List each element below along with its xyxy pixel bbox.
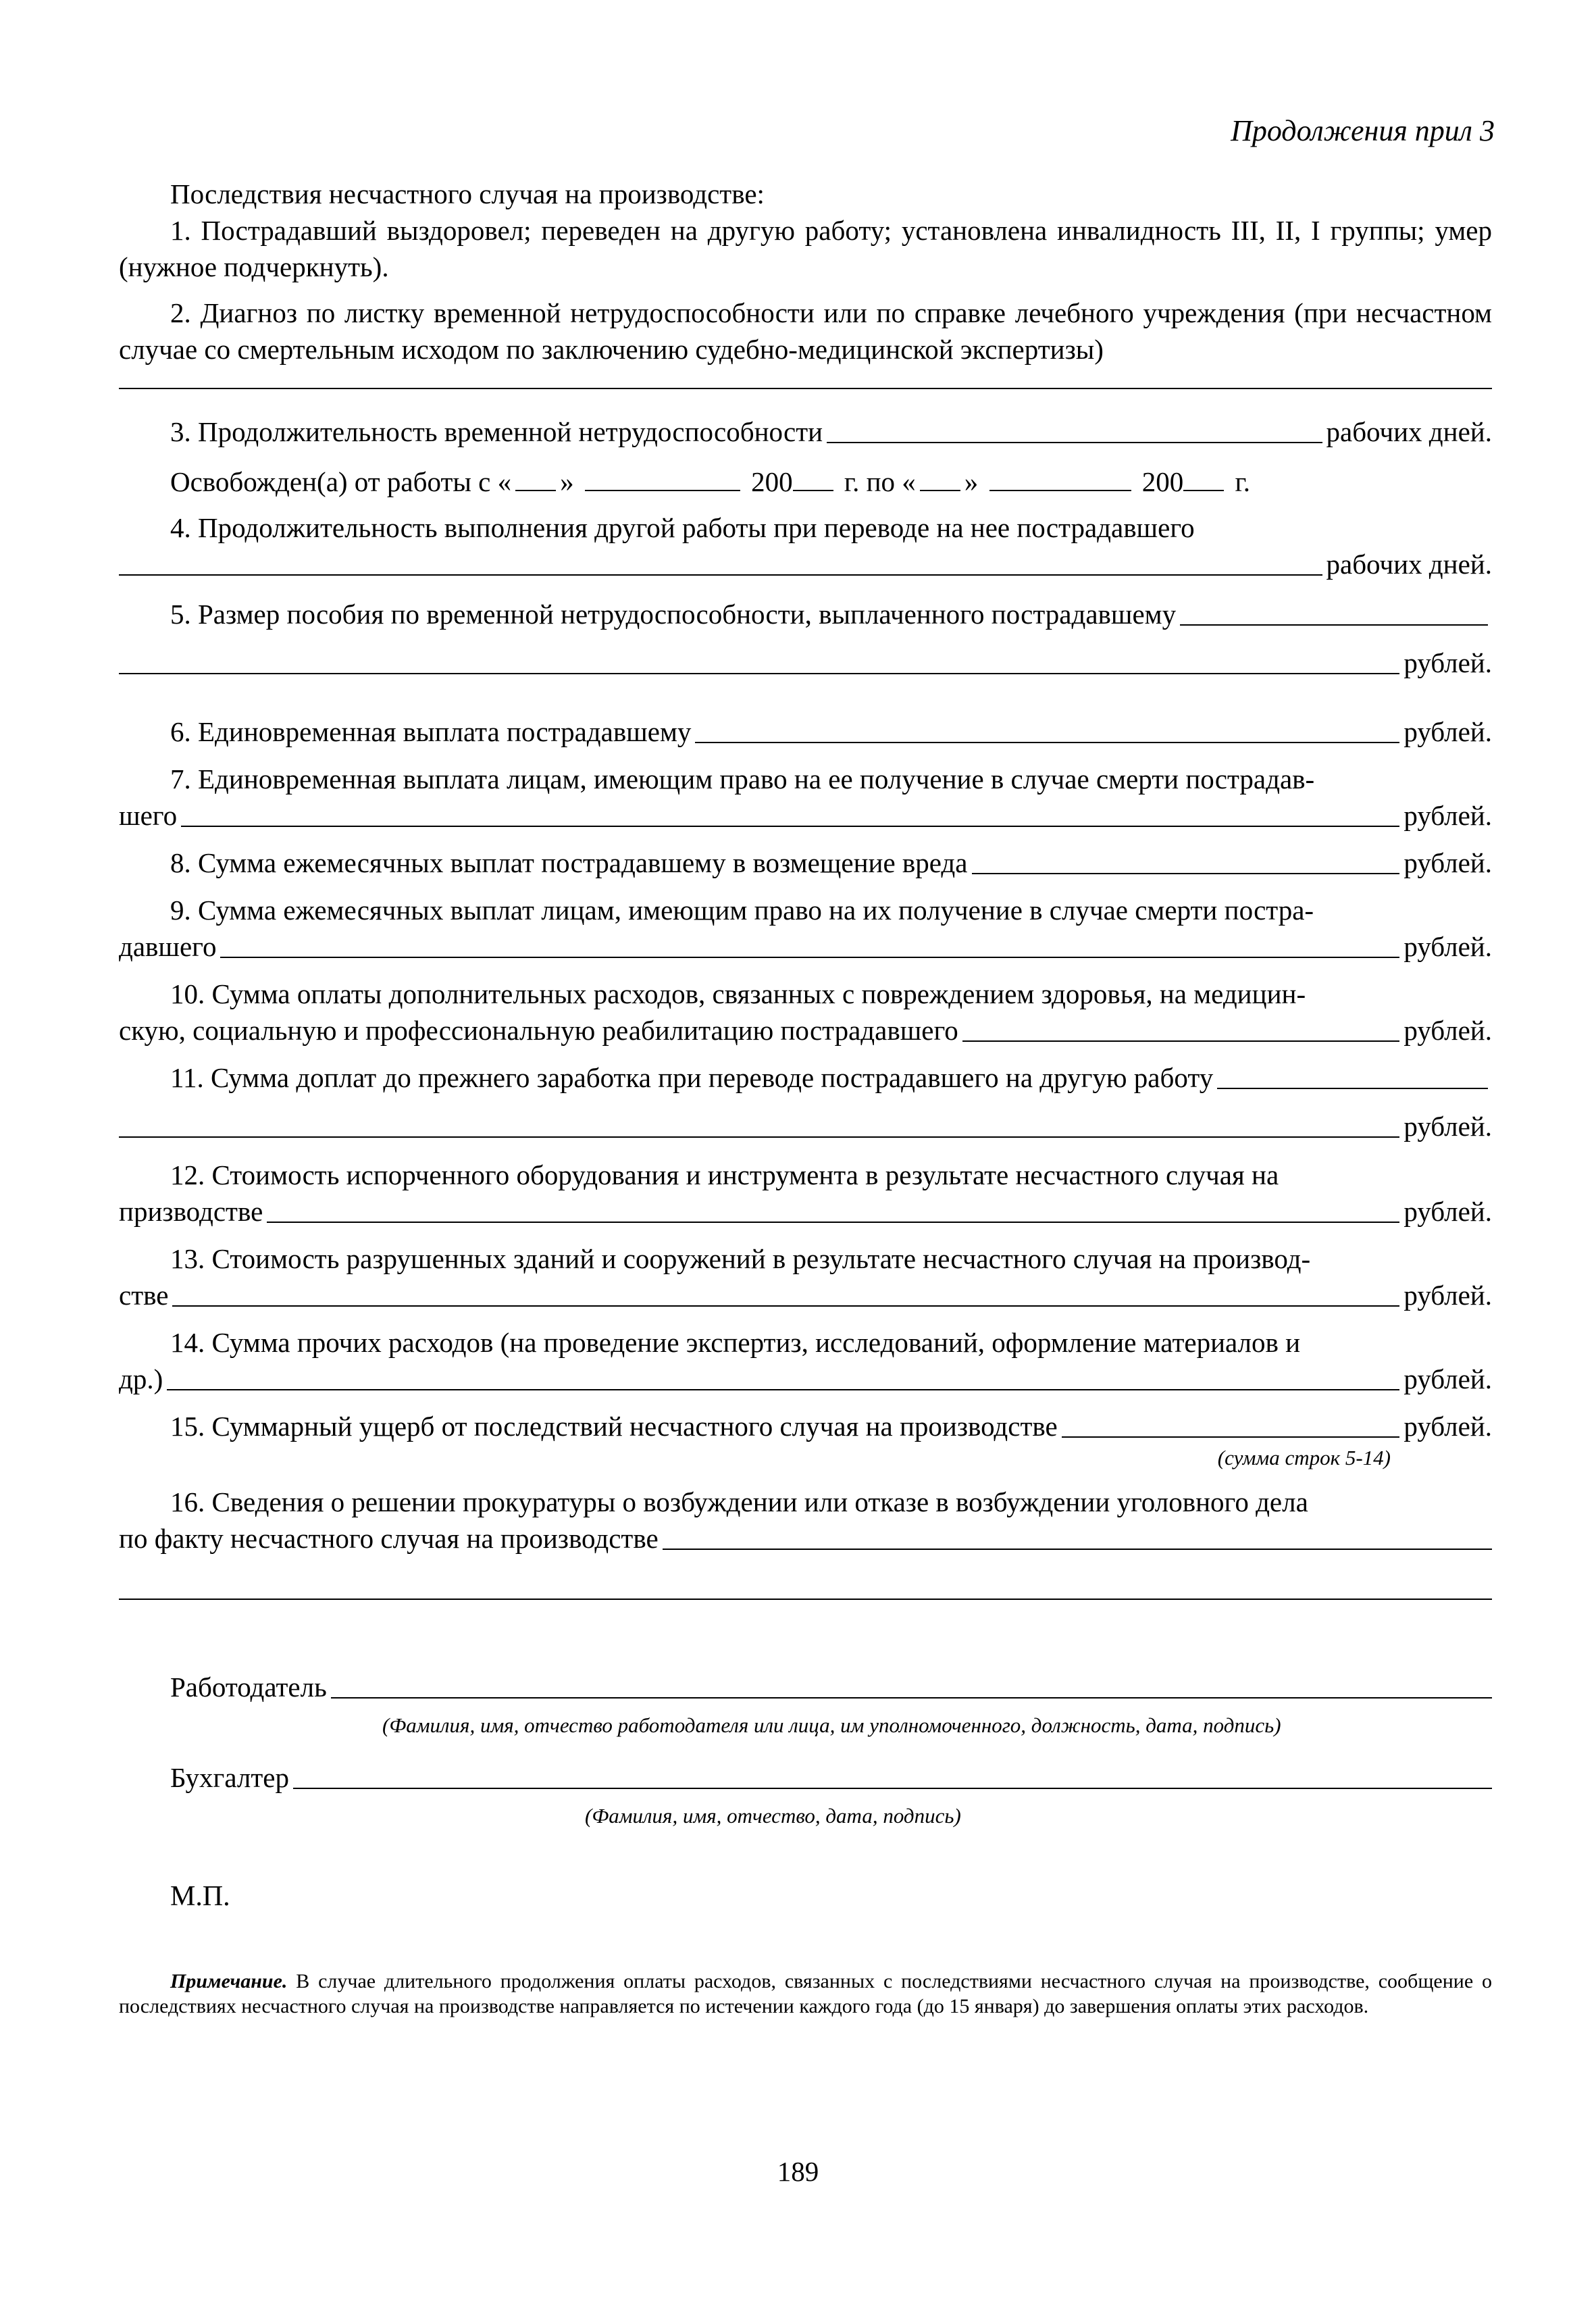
- item-14-text: 14. Сумма прочих расходов (на проведение экспертиз, исследований, оформление материалов и: [170, 1327, 1301, 1358]
- employer-caption: (Фамилия, имя, отчество работодателя или лица, им уполномоченного, должность, дата, подпись): [382, 1713, 1281, 1737]
- item-6-text: 6. Единовременная выплата пострадавшему: [170, 716, 692, 747]
- item-6-field[interactable]: [695, 742, 1399, 743]
- item-7-field[interactable]: [181, 826, 1399, 827]
- item-10-text: 10. Сумма оплаты дополнительных расходов, связанных с повреждением здоровья, на медицин-: [170, 978, 1306, 1009]
- item-5-row: [119, 645, 1492, 681]
- item-16-field-a[interactable]: [663, 1549, 1492, 1550]
- item-14-field[interactable]: [167, 1389, 1399, 1390]
- page-number: 189: [777, 2156, 819, 2187]
- item-7-row: [119, 797, 1492, 834]
- item-15-unit: рублей.: [1404, 1411, 1492, 1442]
- item-9-cont: давшего: [119, 931, 217, 962]
- note-text: В случае длительного продолжения оплаты расходов, связанных с последствиями несчастного случая на производстве, сообщение о последствиях несчастного случая на производстве направляется по истечении каждого года (до 15 января) до завершения оплаты этих расходов.: [119, 1970, 1492, 2017]
- item-10-unit: рублей.: [1404, 1015, 1492, 1046]
- released-from-year-field[interactable]: [793, 490, 833, 491]
- item-11-text: 11. Сумма доплат до прежнего заработка при переводе пострадавшего на другую работу: [170, 1062, 1214, 1093]
- item-15: [119, 1408, 1492, 1444]
- item-6-unit: рублей.: [1404, 716, 1492, 747]
- item-11-unit: рублей.: [1404, 1111, 1492, 1142]
- item-8: [119, 845, 1492, 881]
- item-10-cont: скую, социальную и профессиональную реабилитацию пострадавшего: [119, 1015, 958, 1046]
- g-po-label: г. по «: [844, 466, 916, 497]
- quote-close: »: [560, 466, 574, 497]
- accountant-label: Бухгалтер: [170, 1762, 289, 1793]
- item-5-text: 5. Размер пособия по временной нетрудоспособности, выплаченного пострадавшему: [170, 599, 1177, 630]
- item-7-cont: шего: [119, 800, 178, 831]
- item-9-text: 9. Сумма ежемесячных выплат лицам, имеющим право на их получение в случае смерти постра-: [170, 895, 1314, 926]
- released-from-day-field[interactable]: [515, 490, 556, 491]
- accountant-caption: (Фамилия, имя, отчество, дата, подпись): [585, 1804, 961, 1828]
- item-8-text: 8. Сумма ежемесячных выплат пострадавшему в возмещение вреда: [170, 847, 968, 878]
- intro-text: Последствия несчастного случая на производстве:: [170, 178, 765, 209]
- item-13-text: 13. Стоимость разрушенных зданий и сооружений в результате несчастного случая на производ-: [170, 1243, 1311, 1274]
- item-16-cont: по факту несчастного случая на производстве: [119, 1523, 659, 1554]
- item-3-unit: рабочих дней.: [1326, 416, 1492, 447]
- item-3-field[interactable]: [827, 442, 1322, 443]
- page-header: Продолжения прил 3: [1231, 114, 1495, 147]
- quote-close-2: »: [964, 466, 979, 497]
- item-1: 1. Пострадавший выздоровел; переведен на другую работу; установлена инвалидность III, II, I группы; умер (нужное подчеркнуть).: [119, 215, 1492, 282]
- item-4-unit: рабочих дней.: [1326, 549, 1492, 580]
- item-8-field[interactable]: [972, 873, 1400, 874]
- item-15-text: 15. Суммарный ущерб от последствий несчастного случая на производстве: [170, 1411, 1058, 1442]
- item-11-field-b[interactable]: [119, 1136, 1399, 1138]
- item-6: [119, 713, 1492, 750]
- item-14-cont: др.): [119, 1363, 163, 1394]
- employer-label: Работодатель: [170, 1671, 327, 1703]
- item-9-unit: рублей.: [1404, 931, 1492, 962]
- note-paragraph: [119, 1969, 1492, 2019]
- item-2: 2. Диагноз по листку временной нетрудоспособности или по справке лечебного учреждения (при несчастном случае со смертельным исходом по заключению судебно-медицинской экспертизы): [119, 297, 1492, 365]
- item-16-field-b[interactable]: [119, 1599, 1492, 1600]
- employer-row: [119, 1669, 1492, 1705]
- item-15-field[interactable]: [1062, 1436, 1400, 1438]
- item-16-text: 16. Сведения о решении прокуратуры о возбуждении или отказе в возбуждении уголовного дела: [170, 1486, 1308, 1517]
- item-13-field[interactable]: [172, 1305, 1399, 1307]
- item-12-text: 12. Стоимость испорченного оборудования и инструмента в результате несчастного случая на: [170, 1159, 1279, 1190]
- item-10-field[interactable]: [962, 1040, 1400, 1042]
- item-14-unit: рублей.: [1404, 1363, 1492, 1394]
- item-9-row: [119, 928, 1492, 965]
- form-body: [119, 176, 1492, 2019]
- item-10-row: [119, 1012, 1492, 1049]
- item-5-field-a[interactable]: [1180, 624, 1488, 626]
- accountant-row: [119, 1759, 1492, 1796]
- item-3-text: 3. Продолжительность временной нетрудоспособности: [170, 416, 823, 447]
- released-to-month-field[interactable]: [989, 490, 1131, 491]
- item-13-cont: стве: [119, 1280, 169, 1311]
- released-label: Освобожден(а) от работы с «: [170, 466, 512, 497]
- item-11: [119, 1059, 1492, 1096]
- released-to-day-field[interactable]: [920, 490, 960, 491]
- item-9-field[interactable]: [220, 957, 1399, 958]
- item-14-row: [119, 1361, 1492, 1397]
- item-16-row: [119, 1520, 1492, 1557]
- released-from-month-field[interactable]: [585, 490, 740, 491]
- item-4-row: [119, 546, 1492, 582]
- item-2-blank-line[interactable]: [119, 388, 1492, 389]
- item-12-row: [119, 1193, 1492, 1230]
- item-4-field[interactable]: [119, 574, 1322, 576]
- item-12-cont: призводстве: [119, 1196, 263, 1227]
- item-12-field[interactable]: [267, 1222, 1399, 1223]
- item-8-unit: рублей.: [1404, 847, 1492, 878]
- year-prefix-from: 200: [751, 466, 793, 497]
- accountant-signature-field[interactable]: [293, 1788, 1492, 1789]
- note-label: Примечание.: [170, 1970, 288, 1992]
- item-12-unit: рублей.: [1404, 1196, 1492, 1227]
- item-13-row: [119, 1277, 1492, 1313]
- item-13-unit: рублей.: [1404, 1280, 1492, 1311]
- item-5: [119, 596, 1492, 632]
- item-5-unit: рублей.: [1404, 647, 1492, 678]
- stamp-label: М.П.: [170, 1881, 230, 1912]
- item-7-unit: рублей.: [1404, 800, 1492, 831]
- item-5-field-b[interactable]: [119, 673, 1399, 674]
- item-7-text: 7. Единовременная выплата лицам, имеющим право на ее получение в случае смерти пострадав-: [170, 763, 1315, 795]
- item-4-text: 4. Продолжительность выполнения другой работы при переводе на нее пострадавшего: [170, 512, 1195, 543]
- year-prefix-to: 200: [1141, 466, 1184, 497]
- released-to-year-field[interactable]: [1183, 490, 1224, 491]
- item-3-released-row: [119, 463, 1492, 500]
- item-3: [119, 413, 1492, 450]
- item-11-field-a[interactable]: [1217, 1088, 1488, 1089]
- item-15-caption: (сумма строк 5-14): [1217, 1446, 1391, 1469]
- item-11-row: [119, 1108, 1492, 1145]
- g-end-label: г.: [1235, 466, 1250, 497]
- employer-signature-field[interactable]: [331, 1697, 1492, 1699]
